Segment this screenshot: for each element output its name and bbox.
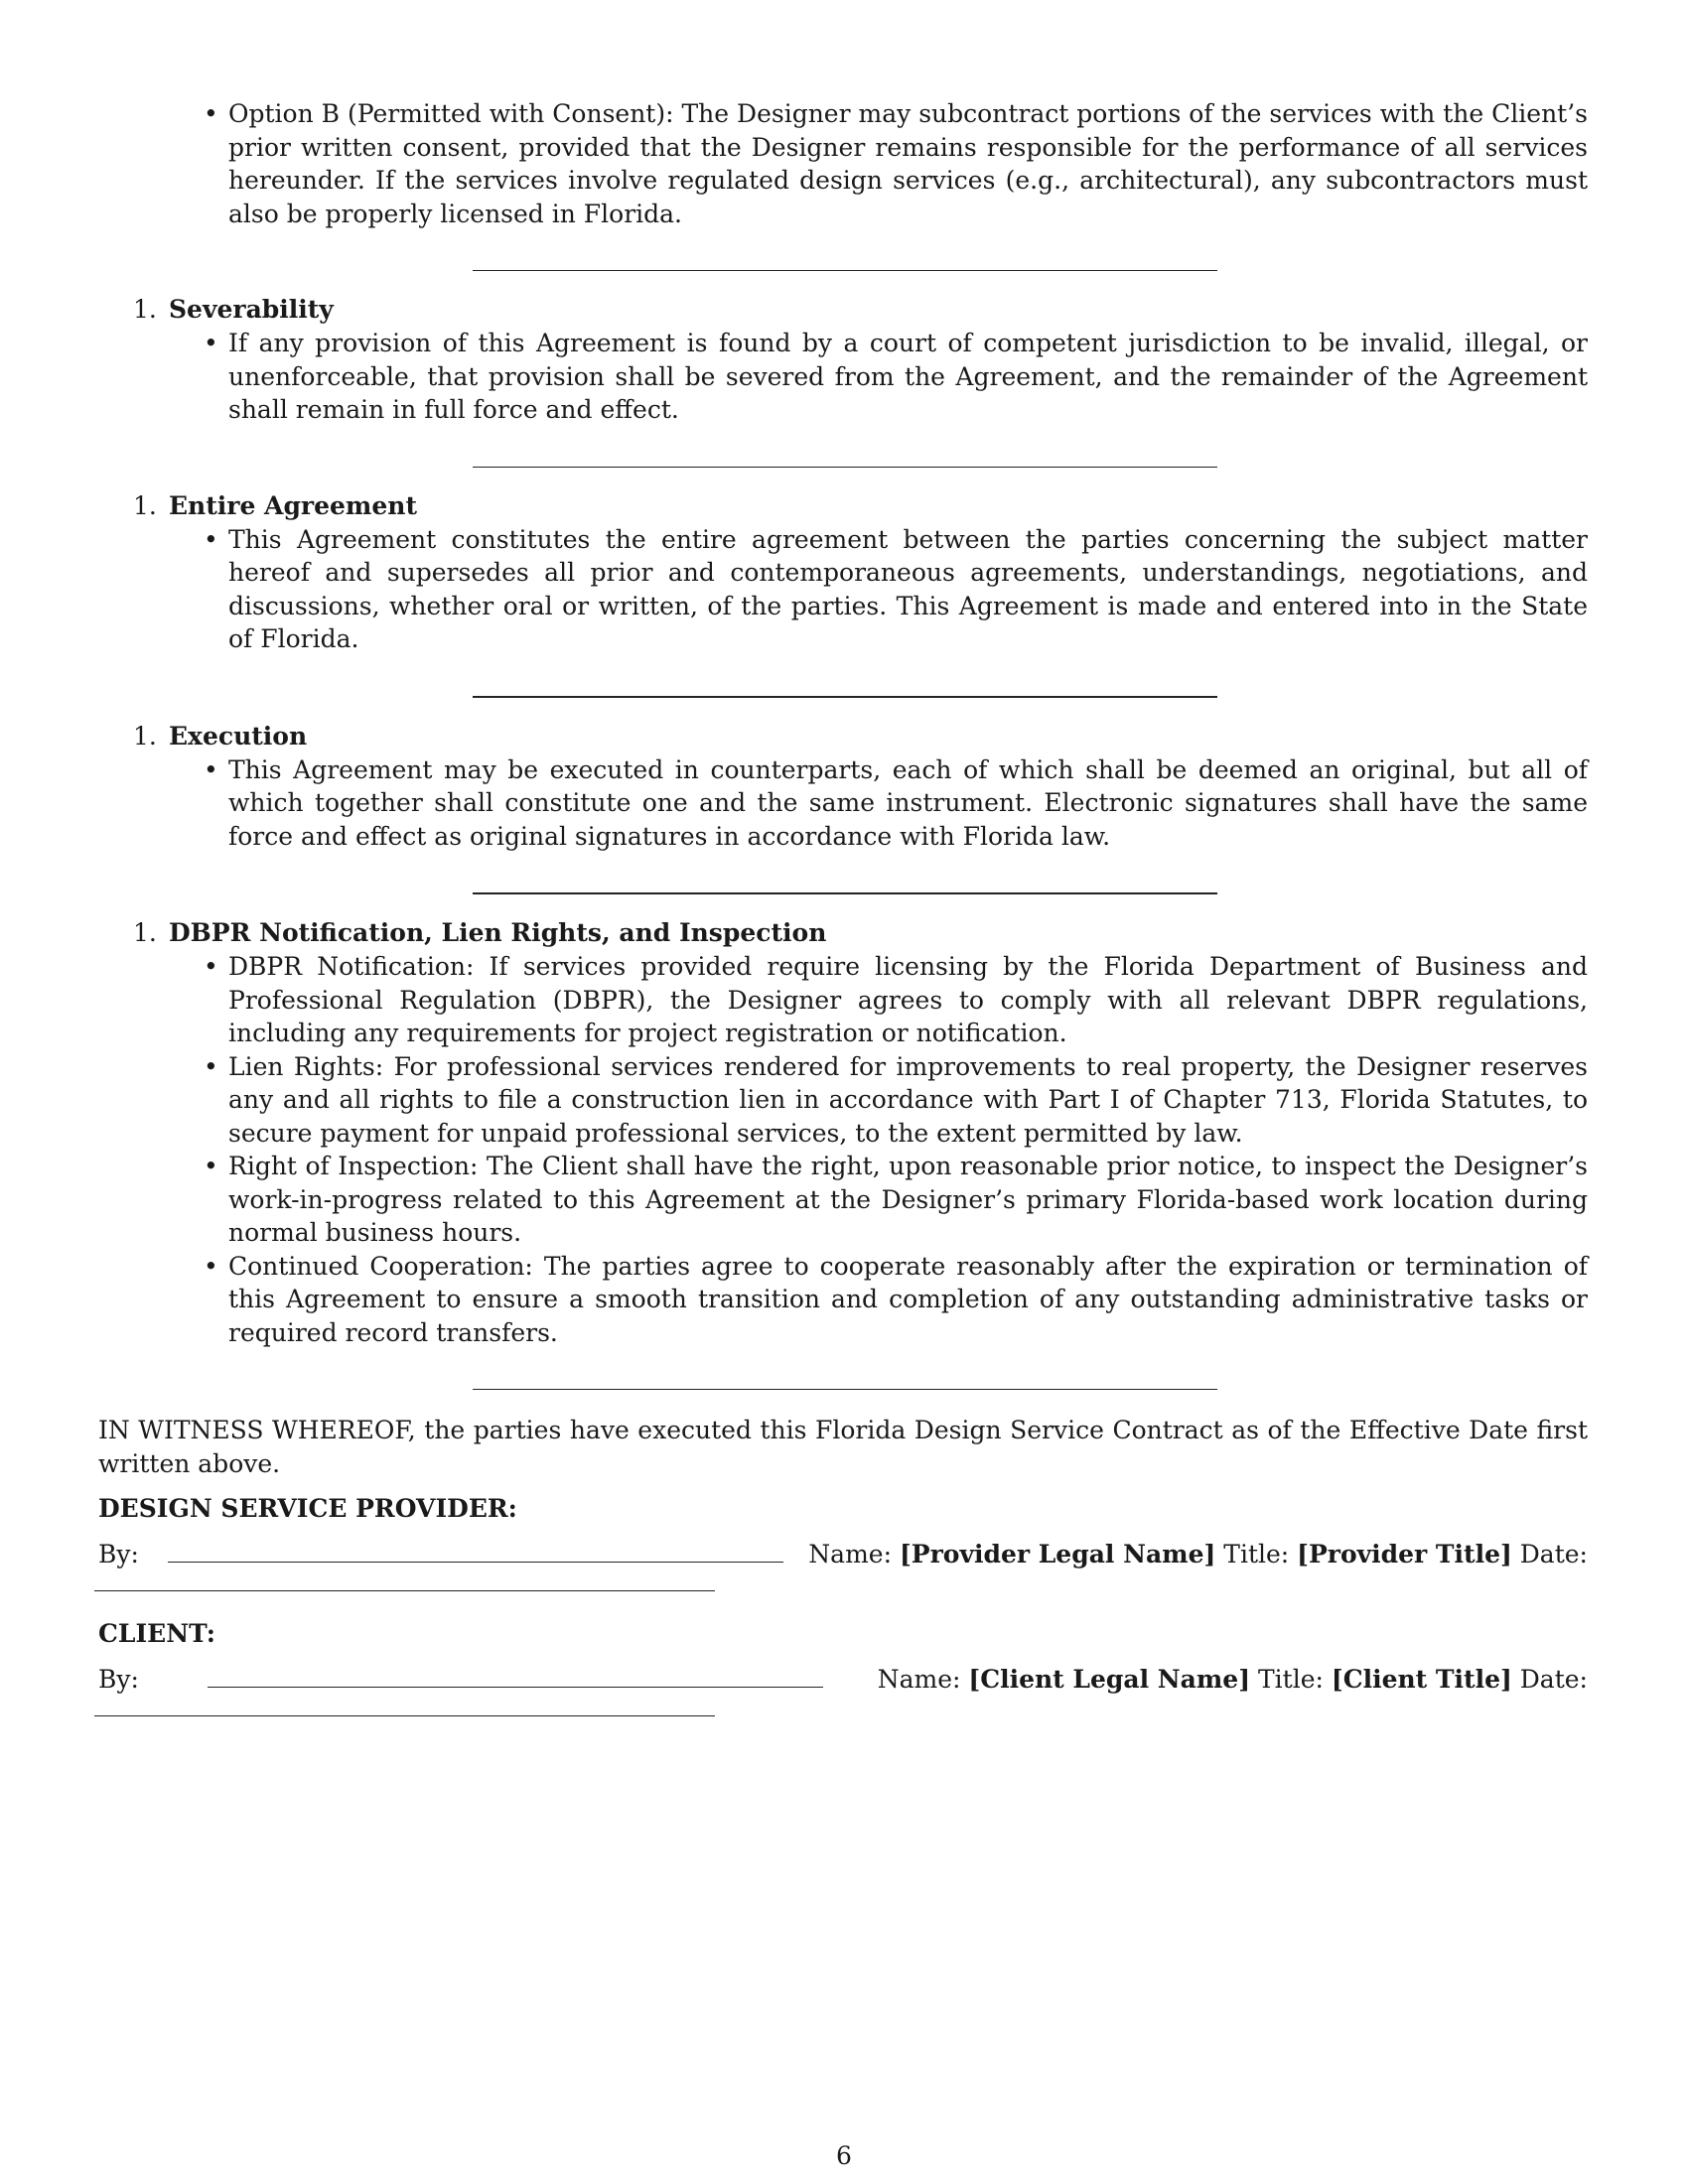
list-item: • DBPR Notification: If services provided require licensing by the Florida Department of Business and Professional Regulation (DBPR), the Designer agrees to comply with all relevant DBPR regulations, including any requirements for project registration or notification. — [98, 950, 1588, 1050]
page-content — [98, 97, 1588, 1716]
client-details — [878, 1663, 1588, 1697]
section-divider — [473, 892, 1217, 894]
section-divider — [473, 467, 1217, 468]
section-heading-execution — [98, 720, 1588, 753]
provider-details — [808, 1538, 1588, 1571]
section-heading-entire-agreement — [98, 489, 1588, 523]
section-heading-severability — [98, 293, 1588, 327]
list-item: • Lien Rights: For professional services rendered for improvements to real property, the Designer reserves any and all rights to file a construction lien in accordance with Part I of Chapter 713, Florida Statutes, to secure payment for unpaid professional services, to the extent permitted by law. — [98, 1050, 1588, 1151]
section-divider — [473, 270, 1217, 271]
witness-clause: IN WITNESS WHEREOF, the parties have executed this Florida Design Service Contract as of the Effective Date first written above. — [98, 1416, 1588, 1478]
client-signature-line[interactable] — [208, 1663, 823, 1688]
list-item: • This Agreement constitutes the entire agreement between the parties concerning the subject matter hereof and supersedes all prior and contemporaneous agreements, understandings, negotiations, and discussions, whether oral or written, of the parties. This Agreement is made and entered into in the State of Florida. — [98, 523, 1588, 656]
provider-heading: DESIGN SERVICE PROVIDER: — [98, 1494, 517, 1523]
provider-name-value: [Provider Legal Name] — [899, 1539, 1216, 1569]
section-title: Entire Agreement — [169, 490, 417, 520]
section-title: Severability — [169, 295, 334, 324]
provider-title-value: [Provider Title] — [1297, 1539, 1512, 1569]
section-divider — [473, 1389, 1217, 1390]
page-number: 6 — [836, 2141, 852, 2170]
provider-signature-row — [98, 1538, 1588, 1571]
list-item: • This Agreement may be executed in counterparts, each of which shall be deemed an original, but all of which together shall constitute one and the same instrument. Electronic signatures shall have the same force and effect as original signatures in accordance with Florida law. — [98, 753, 1588, 854]
provider-signature-line[interactable] — [168, 1538, 783, 1563]
section-number: 1. — [133, 721, 157, 751]
client-signature-row — [98, 1663, 1588, 1697]
list-item: • Right of Inspection: The Client shall have the right, upon reasonable prior notice, to inspect the Designer’s work-in-progress related to this Agreement at the Designer’s primary Florida-based work location during normal business hours. — [98, 1150, 1588, 1250]
title-label: Title: — [1257, 1664, 1324, 1694]
provider-date-line[interactable] — [94, 1590, 715, 1591]
section-number: 1. — [133, 295, 157, 324]
top-bullet: • Option B (Permitted with Consent): The Designer may subcontract portions of the services with the Client’s prior written consent, provided that the Designer remains responsible for the performance of all services hereunder. If the services involve regulated design services (e.g., architectural), any subcontractors must also be properly licensed in Florida. — [98, 97, 1588, 230]
name-label: Name: — [808, 1539, 893, 1569]
by-label: By: — [98, 1664, 139, 1694]
section-divider — [473, 696, 1217, 698]
list-item: • If any provision of this Agreement is found by a court of competent jurisdiction to be invalid, illegal, or unenforceable, that provision shall be severed from the Agreement, and the remainder of the Agreement shall remain in full force and effect. — [98, 327, 1588, 427]
name-label: Name: — [877, 1664, 961, 1694]
title-label: Title: — [1223, 1539, 1290, 1569]
date-label: Date: — [1519, 1539, 1588, 1569]
client-heading: CLIENT: — [98, 1619, 216, 1648]
client-name-value: [Client Legal Name] — [968, 1664, 1251, 1694]
client-date-line[interactable] — [94, 1715, 715, 1716]
section-number: 1. — [133, 490, 157, 520]
by-label: By: — [98, 1539, 139, 1569]
client-title-value: [Client Title] — [1331, 1664, 1512, 1694]
section-title: Execution — [169, 721, 308, 751]
section-title: DBPR Notification, Lien Rights, and Inspection — [169, 918, 827, 947]
list-item: • Continued Cooperation: The parties agree to cooperate reasonably after the expiration or termination of this Agreement to ensure a smooth transition and completion of any outstanding administrative tasks or required record transfers. — [98, 1250, 1588, 1350]
date-label: Date: — [1519, 1664, 1588, 1694]
section-heading-dbpr — [98, 916, 1588, 950]
section-number: 1. — [133, 918, 157, 947]
